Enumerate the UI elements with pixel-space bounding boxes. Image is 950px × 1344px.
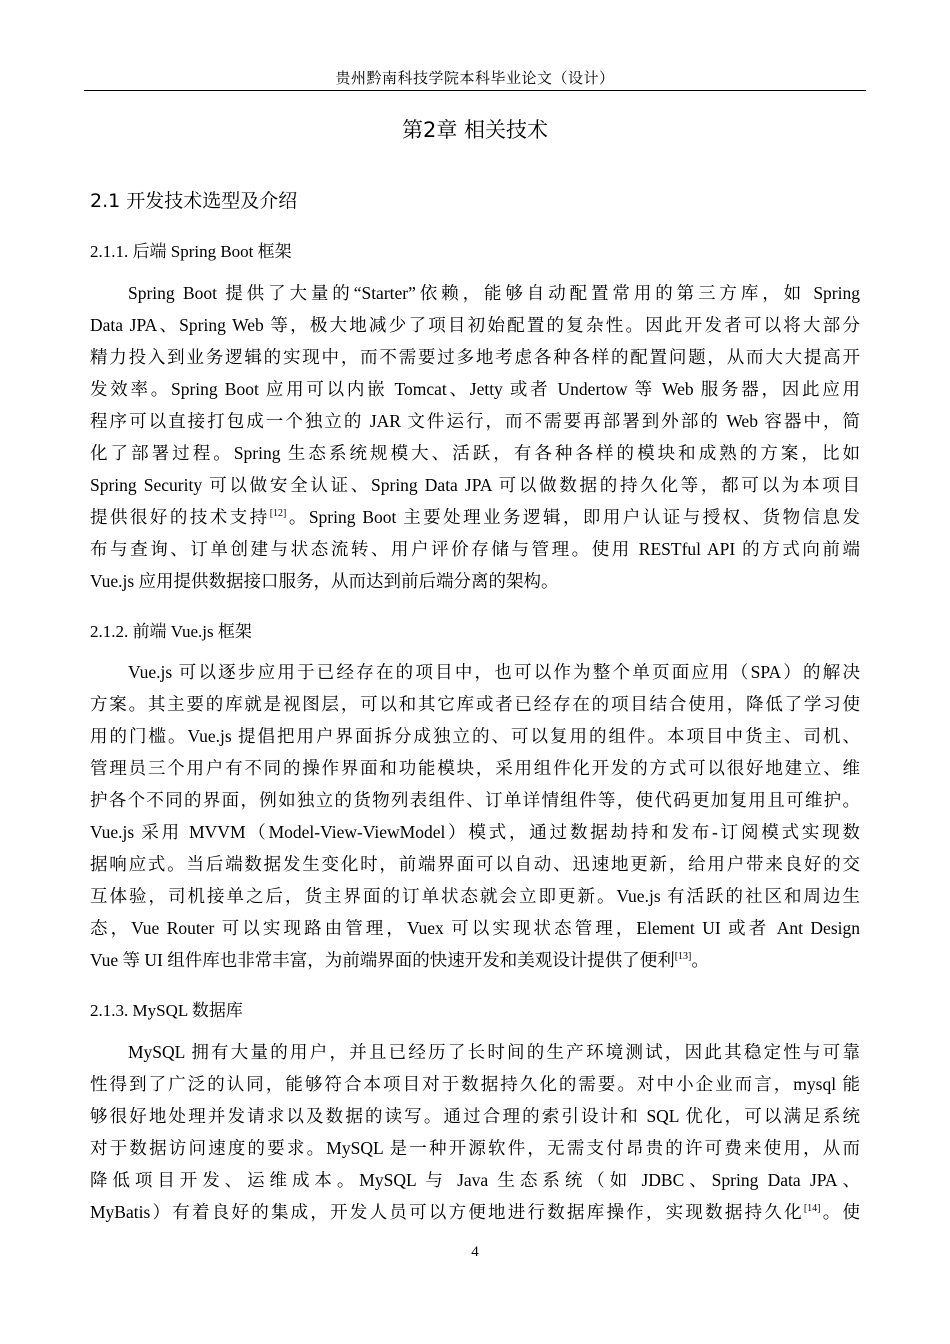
text-line: Vue.js 应用提供数据接口服务，从而达到前后端分离的架构。 bbox=[90, 571, 559, 591]
text-line: 方案。其主要的库就是视图层，可以和其它库或者已经存在的项目结合使用，降低了学习使 bbox=[90, 694, 860, 714]
text-segment: 提供很好的技术支持 bbox=[90, 507, 270, 527]
header-rule bbox=[84, 90, 866, 91]
text-line: Spring Security 可以做安全认证、Spring Data JPA 可以做数据的持久化等，都可以为本项目 bbox=[90, 475, 860, 495]
subsection-heading-mysql: 2.1.3. MySQL 数据库 bbox=[90, 1001, 243, 1020]
subsection-heading-vue: 2.1.2. 前端 Vue.js 框架 bbox=[90, 622, 252, 641]
text-line: Vue.js 采用 MVVM（Model-View-ViewModel）模式，通过数据劫持和发布-订阅模式实现数 bbox=[90, 822, 860, 842]
section-heading: 2.1 开发技术选型及介绍 bbox=[90, 190, 298, 212]
text-line: 据响应式。当后端数据发生变化时，前端界面可以自动、迅速地更新，给用户带来良好的交 bbox=[90, 854, 860, 874]
paragraph-vue bbox=[90, 656, 860, 976]
page-number: 4 bbox=[471, 1244, 479, 1260]
text-line: 态，Vue Router 可以实现路由管理，Vuex 可以实现状态管理，Element UI 或者 Ant Design bbox=[90, 918, 860, 938]
text-segment: MyBatis）有着良好的集成，开发人员可以方便地进行数据库操作，实现数据持久化 bbox=[90, 1202, 804, 1222]
text-segment: 。 bbox=[691, 950, 709, 970]
text-line: Data JPA、Spring Web 等，极大地减少了项目初始配置的复杂性。因此开发者可以将大部分 bbox=[90, 315, 860, 335]
text-line: 降低项目开发、运维成本。MySQL 与 Java 生态系统（如 JDBC、Spring Data JPA、 bbox=[90, 1170, 860, 1190]
citation-14: [14] bbox=[803, 1203, 821, 1214]
text-line bbox=[90, 501, 860, 533]
text-line: Vue.js 可以逐步应用于已经存在的项目中，也可以作为整个单页面应用（SPA）的解决 bbox=[128, 662, 860, 682]
citation-12: [12] bbox=[269, 508, 287, 519]
text-line: 化了部署过程。Spring 生态系统规模大、活跃，有各种各样的模块和成熟的方案，比如 bbox=[90, 443, 860, 463]
text-line: 性得到了广泛的认同，能够符合本项目对于数据持久化的需要。对中小企业而言，mysql 能 bbox=[90, 1074, 860, 1094]
text-line: 护各个不同的界面，例如独立的货物列表组件、订单详情组件等，使代码更加复用且可维护。 bbox=[90, 790, 860, 810]
text-line: 布与查询、订单创建与状态流转、用户评价存储与管理。使用 RESTful API 的方式向前端 bbox=[90, 539, 860, 559]
paragraph-spring-boot bbox=[90, 277, 860, 597]
text-line bbox=[90, 944, 860, 976]
chapter-title: 第2章 相关技术 bbox=[401, 118, 549, 142]
text-line: 程序可以直接打包成一个独立的 JAR 文件运行，而不需要再部署到外部的 Web 容器中，简 bbox=[90, 411, 860, 431]
text-line: 用的门槛。Vue.js 提倡把用户界面拆分成独立的、可以复用的组件。本项目中货主、司机、 bbox=[90, 726, 860, 746]
text-line: 够很好地处理并发请求以及数据的读写。通过合理的索引设计和 SQL 优化，可以满足系统 bbox=[90, 1106, 860, 1126]
text-segment: 。使 bbox=[820, 1202, 860, 1222]
subsection-heading-spring-boot: 2.1.1. 后端 Spring Boot 框架 bbox=[90, 242, 292, 261]
paragraph-mysql bbox=[90, 1036, 860, 1228]
text-line: Spring Boot 提供了大量的“Starter”依赖，能够自动配置常用的第三方库，如 Spring bbox=[128, 283, 860, 303]
text-line bbox=[90, 1196, 860, 1228]
text-line: 发效率。Spring Boot 应用可以内嵌 Tomcat、Jetty 或者 Undertow 等 Web 服务器，因此应用 bbox=[90, 379, 860, 399]
text-line: 精力投入到业务逻辑的实现中，而不需要过多地考虑各种各样的配置问题，从而大大提高开 bbox=[90, 347, 860, 367]
text-line: 互体验，司机接单之后，货主界面的订单状态就会立即更新。Vue.js 有活跃的社区和周边生 bbox=[90, 886, 860, 906]
citation-13: [13] bbox=[674, 951, 692, 962]
running-header: 贵州黔南科技学院本科毕业论文（设计） bbox=[335, 71, 615, 87]
text-line: 对于数据访问速度的要求。MySQL 是一种开源软件，无需支付昂贵的许可费来使用，从而 bbox=[90, 1138, 860, 1158]
text-segment: Vue 等 UI 组件库也非常丰富，为前端界面的快速开发和美观设计提供了便利 bbox=[90, 950, 675, 970]
text-line: MySQL 拥有大量的用户，并且已经历了长时间的生产环境测试，因此其稳定性与可靠 bbox=[128, 1042, 860, 1062]
text-segment: 。Spring Boot 主要处理业务逻辑，即用户认证与授权、货物信息发 bbox=[286, 507, 860, 527]
text-line: 管理员三个用户有不同的操作界面和功能模块，采用组件化开发的方式可以很好地建立、维 bbox=[90, 758, 860, 778]
